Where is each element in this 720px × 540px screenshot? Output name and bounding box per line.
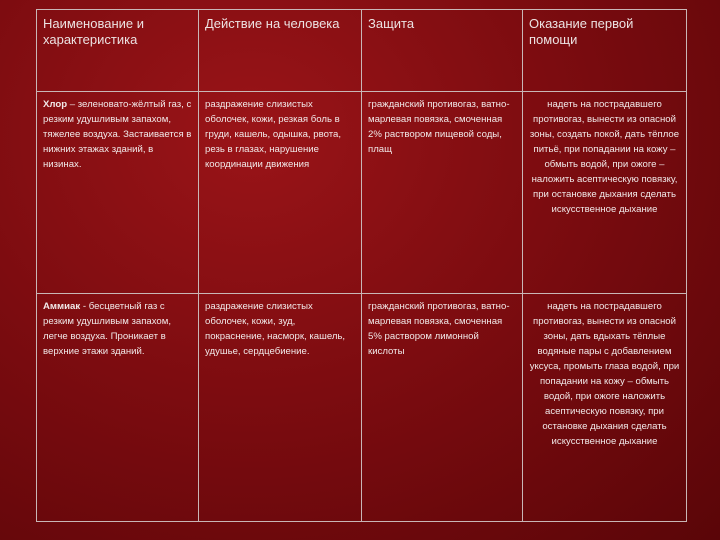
substance-name: Аммиак [43, 301, 81, 312]
table-header-row [37, 10, 687, 92]
substance-description: - бесцветный газ с резким удушливым запахом, легче воздуха. Проникает в верхние этажи зданий. [43, 301, 172, 357]
cell-protection: гражданский противогаз, ватно-марлевая повязка, смоченная 5% раствором лимонной кислоты [362, 294, 523, 522]
cell-first-aid: надеть на пострадавшего противогаз, вынести из опасной зоны, дать вдыхать тёплые водяные пары с добавлением уксуса, промыть глаза водой, при попадании на кожу – обмыть водой, при ожоге наложить асептическую повязку, при остановке дыхания сделать искусственное дыхание [523, 294, 687, 522]
substance-name: Хлор [43, 99, 68, 110]
cell-effect: раздражение слизистых оболочек, кожи, зуд, покраснение, насморк, кашель, удушье, сердцебиение. [199, 294, 362, 522]
header-name: Наименование и характеристика [37, 10, 199, 92]
header-protection: Защита [362, 10, 523, 92]
table-row-chlorine [37, 92, 687, 294]
substance-description: – зеленовато-жёлтый газ, с резким удушливым запахом, тяжелее воздуха. Застаивается в нижних этажах зданий, в низинах. [43, 99, 192, 170]
cell-first-aid: надеть на пострадавшего противогаз, вынести из опасной зоны, создать покой, дать тёплое питьё, при попадании на кожу – обмыть водой, при ожоге – наложить асептическую повязку, при остановке дыхания сделать искусственное дыхание [523, 92, 687, 294]
cell-protection: гражданский противогаз, ватно-марлевая повязка, смоченная 2% раствором пищевой соды, плащ [362, 92, 523, 294]
cell-effect: раздражение слизистых оболочек, кожи, резкая боль в груди, кашель, одышка, рвота, резь в глазах, нарушение координации движения [199, 92, 362, 294]
header-effect: Действие на человека [199, 10, 362, 92]
table-row-ammonia [37, 294, 687, 522]
hazards-table [36, 9, 687, 522]
cell-name [37, 294, 199, 522]
cell-name [37, 92, 199, 294]
header-first-aid: Оказание первой помощи [523, 10, 687, 92]
